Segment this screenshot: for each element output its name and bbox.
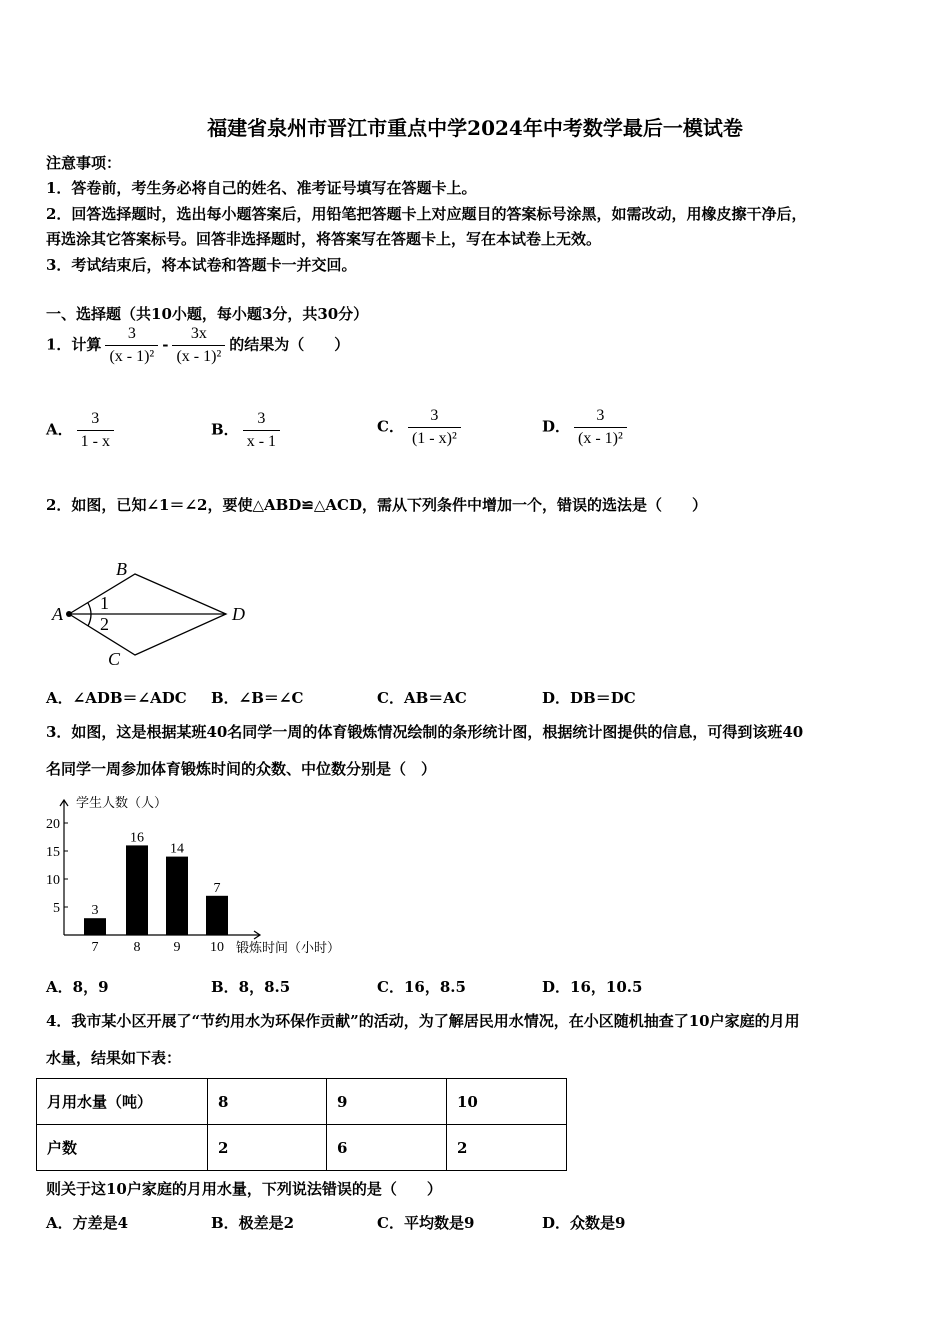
fraction [172, 325, 225, 366]
q3-option-d[interactable]: D．16，10.5 [542, 978, 643, 996]
question-4-prompt: 则关于这10户家庭的月用水量，下列说法错误的是（ ） [46, 1180, 442, 1198]
y-tick-label: 20 [46, 817, 60, 832]
q3-option-a[interactable]: A．8，9 [46, 978, 109, 996]
numerator: 3x [190, 325, 207, 342]
q3-option-c[interactable]: C．16，8.5 [377, 978, 466, 996]
section-heading: 一、选择题（共10小题，每小题3分，共30分） [46, 305, 369, 323]
q1-option-c[interactable] [377, 407, 465, 448]
bar-value-label: 14 [170, 841, 184, 857]
note-line: 1．答卷前，考生务必将自己的姓名、准考证号填写在答题卡上。 [46, 179, 477, 197]
option-label: A． [46, 420, 73, 439]
q1-option-d[interactable] [542, 407, 631, 448]
option-label: C． [377, 417, 404, 436]
label-a: A [52, 604, 63, 624]
q1-option-a[interactable] [46, 410, 118, 451]
q4-option-b[interactable]: B．极差是2 [211, 1214, 295, 1232]
table-row [37, 1079, 567, 1125]
bar [84, 918, 106, 935]
fraction [243, 410, 280, 451]
bar [126, 845, 148, 935]
x-tick-label: 8 [133, 940, 141, 955]
x-axis-label: 锻炼时间（小时） [236, 941, 341, 956]
numerator: 3 [127, 325, 136, 342]
q2-option-a[interactable]: A．∠ADB＝∠ADC [46, 689, 187, 707]
q2-option-b[interactable]: B．∠B＝∠C [211, 689, 304, 707]
denominator: (1 - x)² [408, 427, 461, 448]
y-tick-label: 5 [53, 901, 60, 916]
denominator: 1 - x [77, 430, 114, 451]
numerator: 3 [91, 410, 100, 427]
numerator: 3 [596, 407, 605, 424]
bar-value-label: 7 [213, 880, 221, 896]
label-c: C [108, 649, 121, 669]
q4-option-c[interactable]: C．平均数是9 [377, 1214, 475, 1232]
x-tick-label: 10 [210, 940, 224, 955]
table-cell: 户数 [37, 1125, 208, 1171]
water-usage-table [36, 1078, 567, 1171]
question-3-line1: 3．如图，这是根据某班40名同学一周的体育锻炼情况绘制的条形统计图，根据统计图提供的信息，可得到该班40 [46, 723, 804, 741]
option-label: B． [211, 420, 239, 439]
q1-prefix: 1．计算 [46, 335, 102, 354]
question-4-line1: 4．我市某小区开展了“节约用水为环保作贡献”的活动，为了解居民用水情况，在小区随机抽查了10户家庭的月用 [46, 1012, 800, 1030]
note-line: 2．回答选择题时，选出每小题答案后，用铅笔把答题卡上对应题目的答案标号涂黑，如需改动，用橡皮擦干净后， [46, 205, 807, 223]
y-tick-label: 10 [46, 873, 60, 888]
table-cell: 8 [208, 1079, 327, 1125]
table-cell: 10 [447, 1079, 567, 1125]
rhombus-figure [40, 550, 300, 670]
bar [206, 896, 228, 935]
question-1 [46, 325, 349, 366]
denominator: x - 1 [243, 430, 280, 451]
table-row [37, 1125, 567, 1171]
question-2: 2．如图，已知∠1＝∠2，要使△ABD≌△ACD，需从下列条件中增加一个，错误的选法是（ ） [46, 496, 707, 514]
note-line: 再选涂其它答案标号。回答非选择题时，将答案写在答题卡上，写在本试卷上无效。 [46, 230, 602, 248]
table-cell: 9 [327, 1079, 447, 1125]
fraction [77, 410, 114, 451]
q1-suffix: 的结果为（ ） [229, 335, 350, 354]
bar-value-label: 3 [91, 903, 99, 919]
y-axis-label: 学生人数（人） [76, 796, 168, 811]
bar-chart [40, 790, 370, 960]
question-4-line2: 水量，结果如下表： [46, 1049, 182, 1067]
question-3-line2: 名同学一周参加体育锻炼时间的众数、中位数分别是（ ） [46, 760, 437, 778]
fraction [574, 407, 627, 448]
q4-option-a[interactable]: A．方差是4 [46, 1214, 129, 1232]
numerator: 3 [430, 407, 439, 424]
label-b: B [116, 559, 127, 579]
q2-option-d[interactable]: D．DB＝DC [542, 689, 636, 707]
fraction [105, 325, 158, 366]
bar-value-label: 16 [130, 830, 144, 846]
label-d: D [232, 604, 245, 624]
table-cell: 2 [208, 1125, 327, 1171]
numerator: 3 [257, 410, 266, 427]
notes-heading: 注意事项： [46, 154, 122, 172]
x-tick-label: 7 [91, 940, 99, 955]
denominator: (x - 1)² [105, 345, 158, 366]
option-label: D． [542, 417, 571, 436]
note-line: 3．考试结束后，将本试卷和答题卡一并交回。 [46, 256, 357, 274]
x-tick-label: 9 [173, 940, 181, 955]
q2-option-c[interactable]: C．AB＝AC [377, 689, 467, 707]
table-cell: 月用水量（吨） [37, 1079, 208, 1125]
q1-option-b[interactable] [211, 410, 284, 451]
fraction [408, 407, 461, 448]
angle-2: 2 [100, 614, 109, 634]
angle-1: 1 [100, 593, 109, 613]
minus: - [162, 335, 169, 354]
q4-option-d[interactable]: D．众数是9 [542, 1214, 626, 1232]
page-title: 福建省泉州市晋江市重点中学2024年中考数学最后一模试卷 [207, 116, 743, 140]
q3-option-b[interactable]: B．8，8.5 [211, 978, 291, 996]
denominator: (x - 1)² [574, 427, 627, 448]
table-cell: 2 [447, 1125, 567, 1171]
table-cell: 6 [327, 1125, 447, 1171]
denominator: (x - 1)² [172, 345, 225, 366]
y-tick-label: 15 [46, 845, 60, 860]
bar [166, 857, 188, 935]
